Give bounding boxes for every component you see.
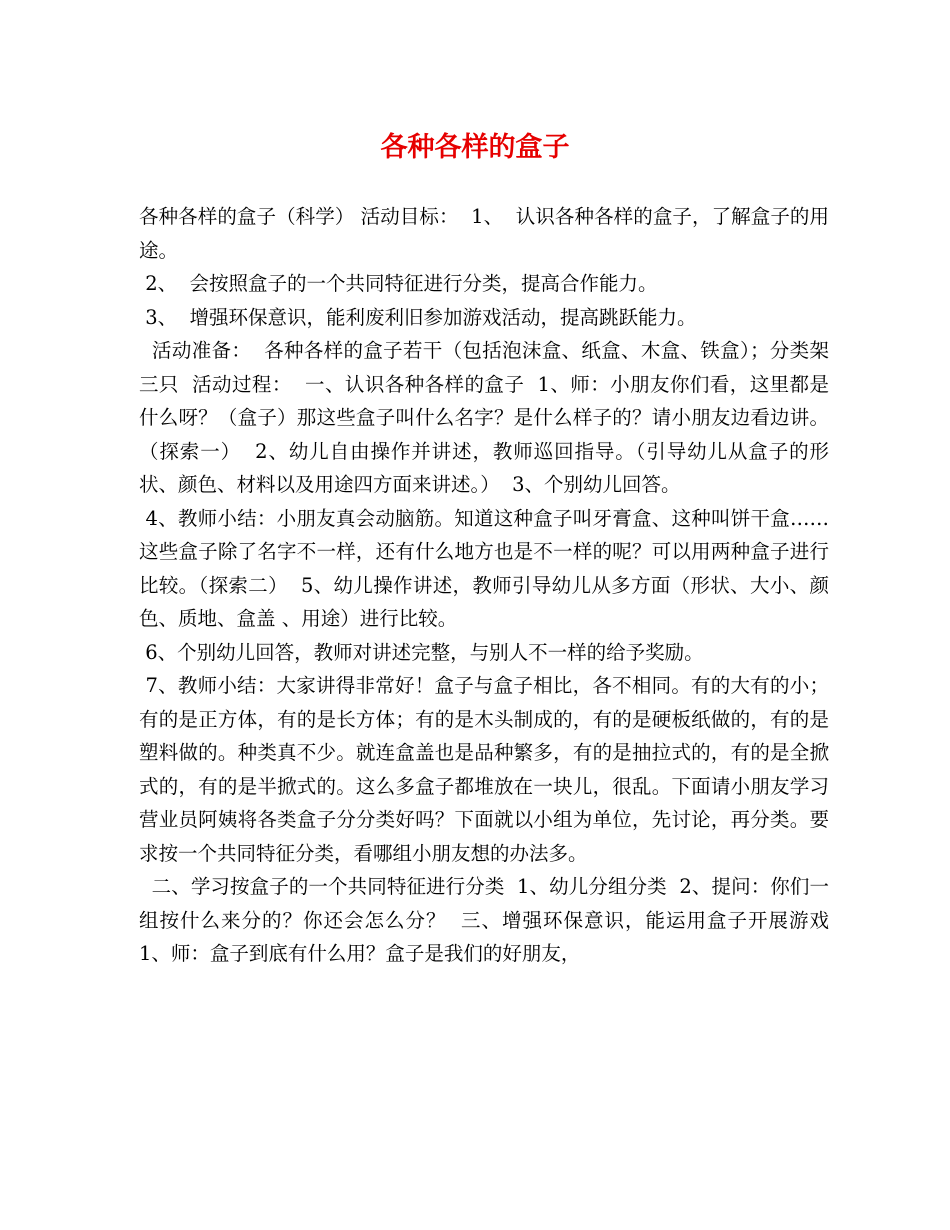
paragraph-objective-2: 2、 会按照盒子的一个共同特征进行分类，提高合作能力。 xyxy=(139,272,658,295)
document-title: 各种各样的盒子 xyxy=(380,132,570,163)
paragraph-objective-3: 3、 增强环保意识，能利废利旧参加游戏活动，提高跳跃能力。 xyxy=(139,305,697,329)
paragraph-preparation-process: 活动准备： 各种各样的盒子若干（包括泡沫盒、纸盒、木盒、铁盒）；分类架三只 活动过程： 一、认识各种各样的盒子 1、师：小朋友你们看，这里都是什么呀？（盒子）那这些盒子叫什么名字？是什么样子的？请小朋友边看边讲。（探索一） 2、幼儿自由操作并讲述，教师巡回指导。（引导幼儿从盒子的形状、颜色、材料以及用途四方面来讲述。） 3、个别幼儿回答。 xyxy=(139,339,829,496)
paragraph-teacher-summary-1: 4、教师小结：小朋友真会动脑筋。知道这种盒子叫牙膏盒、这种叫饼干盒……这些盒子除了名字不一样，还有什么地方也是不一样的呢？可以用两种盒子进行比较。（探索二） 5、幼儿操作讲述，教师引导幼儿从多方面（形状、大小、颜色、质地、盒盖 、用途）进行比较。 xyxy=(139,506,829,630)
document-body xyxy=(139,200,842,971)
paragraph-individual-answer: 6、个别幼儿回答，教师对讲述完整，与别人不一样的给予奖励。 xyxy=(139,640,704,664)
paragraph-teacher-summary-2: 7、教师小结：大家讲得非常好！盒子与盒子相比，各不相同。有的大有的小；有的是正方体，有的是长方体；有的是木头制成的，有的是硬板纸做的，有的是塑料做的。种类真不少。就连盒盖也是品种繁多，有的是抽拉式的，有的是全掀式的，有的是半掀式的。这么多盒子都堆放在一块儿，很乱。下面请小朋友学习营业员阿姨将各类盒子分分类好吗？下面就以小组为单位，先讨论，再分类。要求按一个共同特征分类，看哪组小朋友想的办法多。 xyxy=(139,674,829,865)
paragraph-classification: 二、学习按盒子的一个共同特征进行分类 1、幼儿分组分类 2、提问：你们一组按什么来分的？你还会怎么分？ 三、增强环保意识，能运用盒子开展游戏 1、师：盒子到底有什么用？盒子是我们的好朋友， xyxy=(139,875,842,965)
paragraph-objectives: 各种各样的盒子（科学） 活动目标： 1、 认识各种各样的盒子，了解盒子的用途。 xyxy=(139,205,829,262)
